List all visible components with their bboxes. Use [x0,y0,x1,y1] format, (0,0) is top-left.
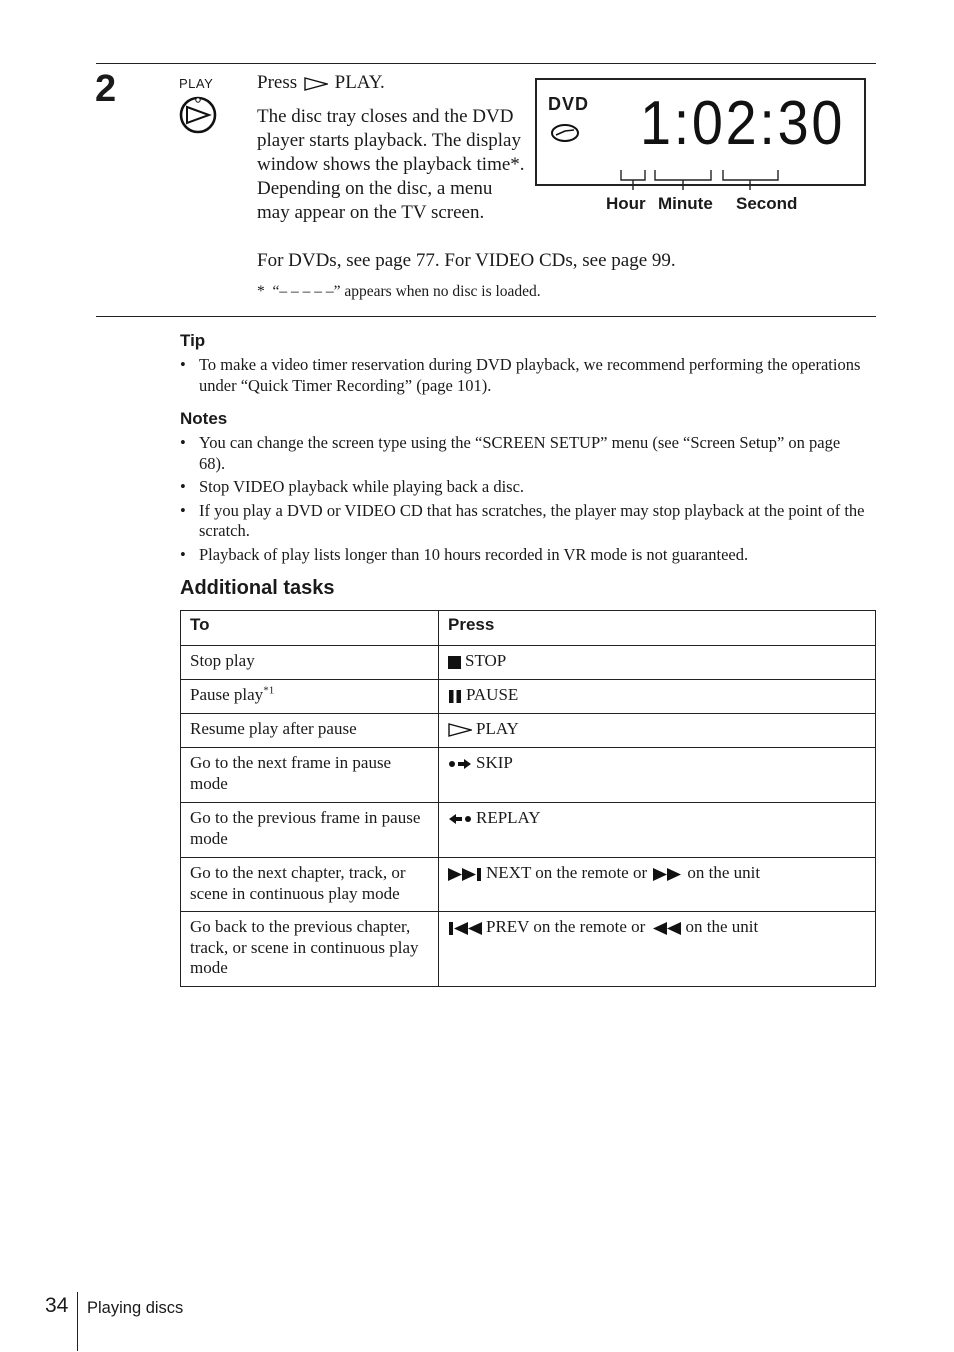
hour-label: Hour [606,194,646,213]
list-item: • Stop VIDEO playback while playing back a disc. [180,477,870,498]
footnote-ref: *1 [263,684,275,697]
task-cell: Stop play [181,646,439,680]
press-target: PLAY. [334,72,385,93]
notes-heading: Notes [180,409,228,428]
play-icon [448,723,472,737]
table-row [181,803,876,858]
footnote-text: “– – – – –” appears when no disc is loaded. [272,283,541,300]
list-item: • Playback of play lists longer than 10 hours recorded in VR mode is not guaranteed. [180,545,870,566]
table-row [181,646,876,680]
task-cell: Go back to the previous chapter, track, or scene in continuous play mode [181,912,439,987]
press-cell [439,912,876,987]
step-number: 2 [95,68,117,110]
task-label: Pause play [190,685,264,704]
page-number: 34 [45,1294,69,1317]
dvd-indicator: DVD [548,94,590,114]
additional-tasks-table [180,610,876,987]
notes-list [180,433,870,568]
top-rule [96,63,876,64]
stop-icon [448,656,461,669]
pause-icon [448,690,462,703]
press-label: PAUSE [466,685,519,704]
press-cell [439,748,876,803]
footer-divider [77,1292,78,1351]
press-cell [439,858,876,912]
tip-list [180,355,870,399]
press-cell [439,646,876,680]
section-title: Playing discs [87,1299,184,1317]
task-cell: Go to the next frame in pause mode [181,748,439,803]
minute-label: Minute [658,194,713,213]
task-cell: Go to the previous frame in pause mode [181,803,439,858]
skip-icon [448,758,472,770]
press-label: PREV on the remote or [486,917,646,936]
list-item: • If you play a DVD or VIDEO CD that has scratches, the player may stop playback at the point of the scratch. [180,501,870,542]
page-reference: For DVDs, see page 77. For VIDEO CDs, see page 99. [257,250,676,271]
table-header-row [181,611,876,646]
play-button-label: PLAY [179,76,214,91]
task-cell [181,680,439,714]
replay-icon [448,813,472,825]
press-suffix: on the unit [685,917,759,936]
time-readout: 1:02:30 [640,89,846,158]
press-suffix: on the unit [687,863,761,882]
column-header-to: To [181,611,439,646]
press-cell [439,803,876,858]
table-row [181,858,876,912]
press-label: REPLAY [476,808,541,827]
display-brackets [615,170,795,192]
playback-description: The disc tray closes and the DVD player starts playback. The display window shows the playback time*. [257,106,525,175]
tip-heading: Tip [180,331,206,350]
disc-icon [550,123,580,143]
next-icon [448,868,482,881]
press-label: SKIP [476,753,513,772]
press-cell [439,714,876,748]
task-cell: Go to the next chapter, track, or scene in continuous play mode [181,858,439,912]
fast-forward-icon [653,868,683,881]
press-word: Press [257,72,298,93]
table-row [181,748,876,803]
press-instruction [257,71,385,95]
menu-description: Depending on the disc, a menu may appear on the TV screen. [257,178,493,223]
additional-tasks-heading: Additional tasks [180,577,335,599]
play-icon [304,77,328,91]
footnote [257,283,541,301]
instruction-body [257,105,527,225]
table-row [181,714,876,748]
press-label: PLAY [476,719,519,738]
footnote-mark: * [257,283,265,300]
press-cell [439,680,876,714]
press-label: NEXT on the remote or [486,863,648,882]
prev-icon [448,922,482,935]
play-button-icon [178,95,218,135]
list-item: • You can change the screen type using the “SCREEN SETUP” menu (see “Screen Setup” on page 68). [180,433,870,474]
second-label: Second [736,194,798,213]
list-item: • To make a video timer reservation during DVD playback, we recommend performing the operations under “Quick Timer Recording” (page 101). [180,355,870,396]
bottom-rule [96,316,876,317]
task-cell: Resume play after pause [181,714,439,748]
column-header-press: Press [439,611,876,646]
table-row [181,912,876,987]
table-row [181,680,876,714]
press-label: STOP [465,651,507,670]
rewind-icon [652,922,682,935]
